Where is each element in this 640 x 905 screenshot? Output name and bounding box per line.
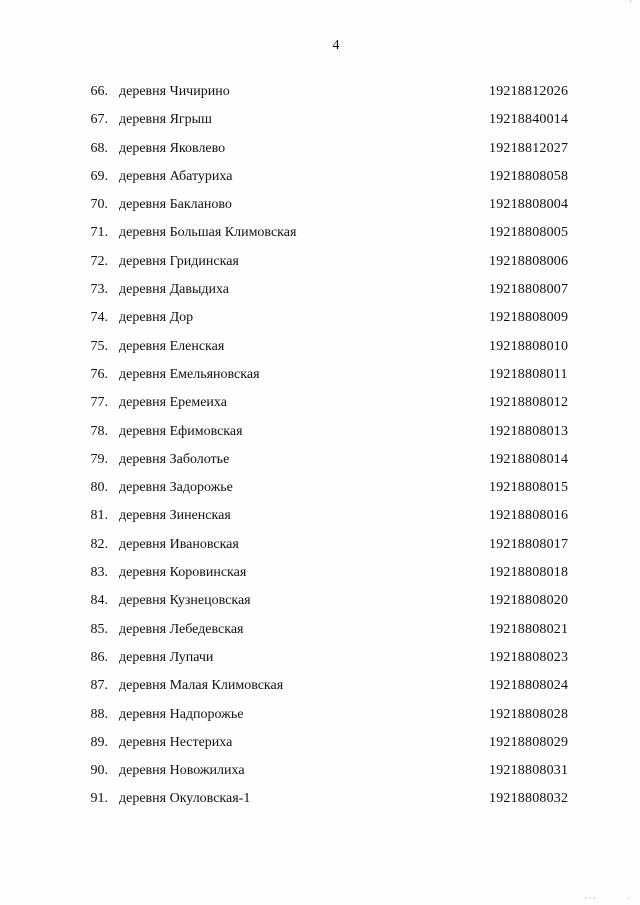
settlement-name: деревня Нестериха [119, 734, 233, 750]
list-item [0, 423, 640, 451]
list-item [0, 790, 640, 818]
settlement-name: деревня Ефимовская [119, 423, 243, 439]
scan-artifact: · · · [584, 894, 596, 903]
settlement-name: деревня Кузнецовская [119, 593, 251, 609]
settlement-name: деревня Окуловская-1 [119, 791, 251, 807]
list-item [0, 564, 640, 592]
list-item [0, 338, 640, 366]
entry-number: 68. [90, 140, 108, 156]
oktmo-code: 19218808015 [489, 480, 569, 496]
list-item [0, 309, 640, 337]
entry-number: 70. [90, 197, 108, 213]
settlement-name: деревня Зиненская [119, 508, 231, 524]
entry-number: 73. [90, 282, 108, 298]
list-item [0, 621, 640, 649]
oktmo-code: 19218808021 [489, 621, 569, 637]
oktmo-code: 19218808007 [489, 282, 569, 298]
entry-number: 90. [90, 763, 108, 779]
settlement-name: деревня Яковлево [119, 140, 226, 156]
settlement-name: деревня Заболотье [119, 451, 230, 467]
list-item [0, 224, 640, 252]
entry-number: 88. [90, 706, 108, 722]
oktmo-code: 19218808016 [489, 508, 569, 524]
oktmo-code: 19218808032 [489, 791, 569, 807]
settlement-name: деревня Ягрыш [119, 112, 212, 128]
settlement-name: деревня Еремеиха [119, 395, 227, 411]
list-item [0, 281, 640, 309]
settlement-name: деревня Бакланово [119, 197, 232, 213]
settlement-name: деревня Гридинская [119, 253, 239, 269]
entry-number: 72. [90, 253, 108, 269]
settlement-list [0, 83, 640, 819]
entry-number: 91. [90, 791, 108, 807]
settlement-name: деревня Надпорожье [119, 706, 244, 722]
settlement-name: деревня Малая Климовская [119, 678, 284, 694]
oktmo-code: 19218808012 [489, 395, 569, 411]
oktmo-code: 19218808031 [489, 763, 569, 779]
list-item [0, 451, 640, 479]
list-item [0, 536, 640, 564]
oktmo-code: 19218808023 [489, 649, 569, 665]
oktmo-code: 19218808020 [489, 593, 569, 609]
settlement-name: деревня Чичирино [119, 84, 230, 99]
entry-number: 84. [90, 593, 108, 609]
settlement-name: деревня Ивановская [119, 536, 239, 552]
scan-artifact: · [627, 894, 630, 903]
settlement-name: деревня Задорожье [119, 480, 233, 496]
entry-number: 85. [90, 621, 108, 637]
oktmo-code: 19218808058 [489, 168, 569, 184]
list-item [0, 111, 640, 139]
oktmo-code: 19218808009 [489, 310, 569, 326]
entry-number: 81. [90, 508, 108, 524]
entry-number: 78. [90, 423, 108, 439]
list-item [0, 734, 640, 762]
entry-number: 77. [90, 395, 108, 411]
oktmo-code: 19218808028 [489, 706, 569, 722]
entry-number: 74. [90, 310, 108, 326]
entry-number: 76. [90, 366, 108, 382]
list-item [0, 762, 640, 790]
list-item [0, 677, 640, 705]
settlement-name: деревня Дор [119, 310, 194, 326]
settlement-name: деревня Коровинская [119, 565, 247, 581]
list-item [0, 196, 640, 224]
list-item [0, 83, 640, 111]
list-item [0, 366, 640, 394]
oktmo-code: 19218812026 [489, 84, 569, 99]
settlement-name: деревня Емельяновская [119, 366, 260, 382]
oktmo-code: 19218812027 [489, 140, 569, 156]
settlement-name: деревня Большая Климовская [119, 225, 297, 241]
scan-artifact: · [629, 0, 632, 6]
entry-number: 83. [90, 565, 108, 581]
list-item [0, 394, 640, 422]
entry-number: 71. [90, 225, 108, 241]
oktmo-code: 19218808014 [489, 451, 569, 467]
list-item [0, 592, 640, 620]
list-item [0, 168, 640, 196]
entry-number: 82. [90, 536, 108, 552]
list-item [0, 649, 640, 677]
oktmo-code: 19218808010 [489, 338, 569, 354]
list-item [0, 479, 640, 507]
oktmo-code: 19218808011 [489, 366, 568, 382]
settlement-name: деревня Лупачи [119, 649, 214, 665]
settlement-name: деревня Давыдиха [119, 282, 230, 298]
settlement-name: деревня Еленская [119, 338, 225, 354]
entry-number: 67. [90, 112, 108, 128]
list-item [0, 140, 640, 168]
oktmo-code: 19218808029 [489, 734, 569, 750]
page-number: 4 [332, 38, 340, 53]
list-item [0, 706, 640, 734]
list-item [0, 253, 640, 281]
oktmo-code: 19218808005 [489, 225, 569, 241]
settlement-name: деревня Лебедевская [119, 621, 244, 637]
oktmo-code: 19218808013 [489, 423, 569, 439]
oktmo-code: 19218808017 [489, 536, 569, 552]
entry-number: 69. [90, 168, 108, 184]
list-item [0, 507, 640, 535]
settlement-name: деревня Абатуриха [119, 168, 233, 184]
entry-number: 75. [90, 338, 108, 354]
entry-number: 66. [90, 84, 108, 99]
oktmo-code: 19218808024 [489, 678, 569, 694]
oktmo-code: 19218840014 [489, 112, 569, 128]
entry-number: 86. [90, 649, 108, 665]
oktmo-code: 19218808018 [489, 565, 569, 581]
entry-number: 87. [90, 678, 108, 694]
settlement-name: деревня Новожилиха [119, 763, 245, 779]
entry-number: 79. [90, 451, 108, 467]
entry-number: 80. [90, 480, 108, 496]
oktmo-code: 19218808004 [489, 197, 569, 213]
oktmo-code: 19218808006 [489, 253, 569, 269]
entry-number: 89. [90, 734, 108, 750]
